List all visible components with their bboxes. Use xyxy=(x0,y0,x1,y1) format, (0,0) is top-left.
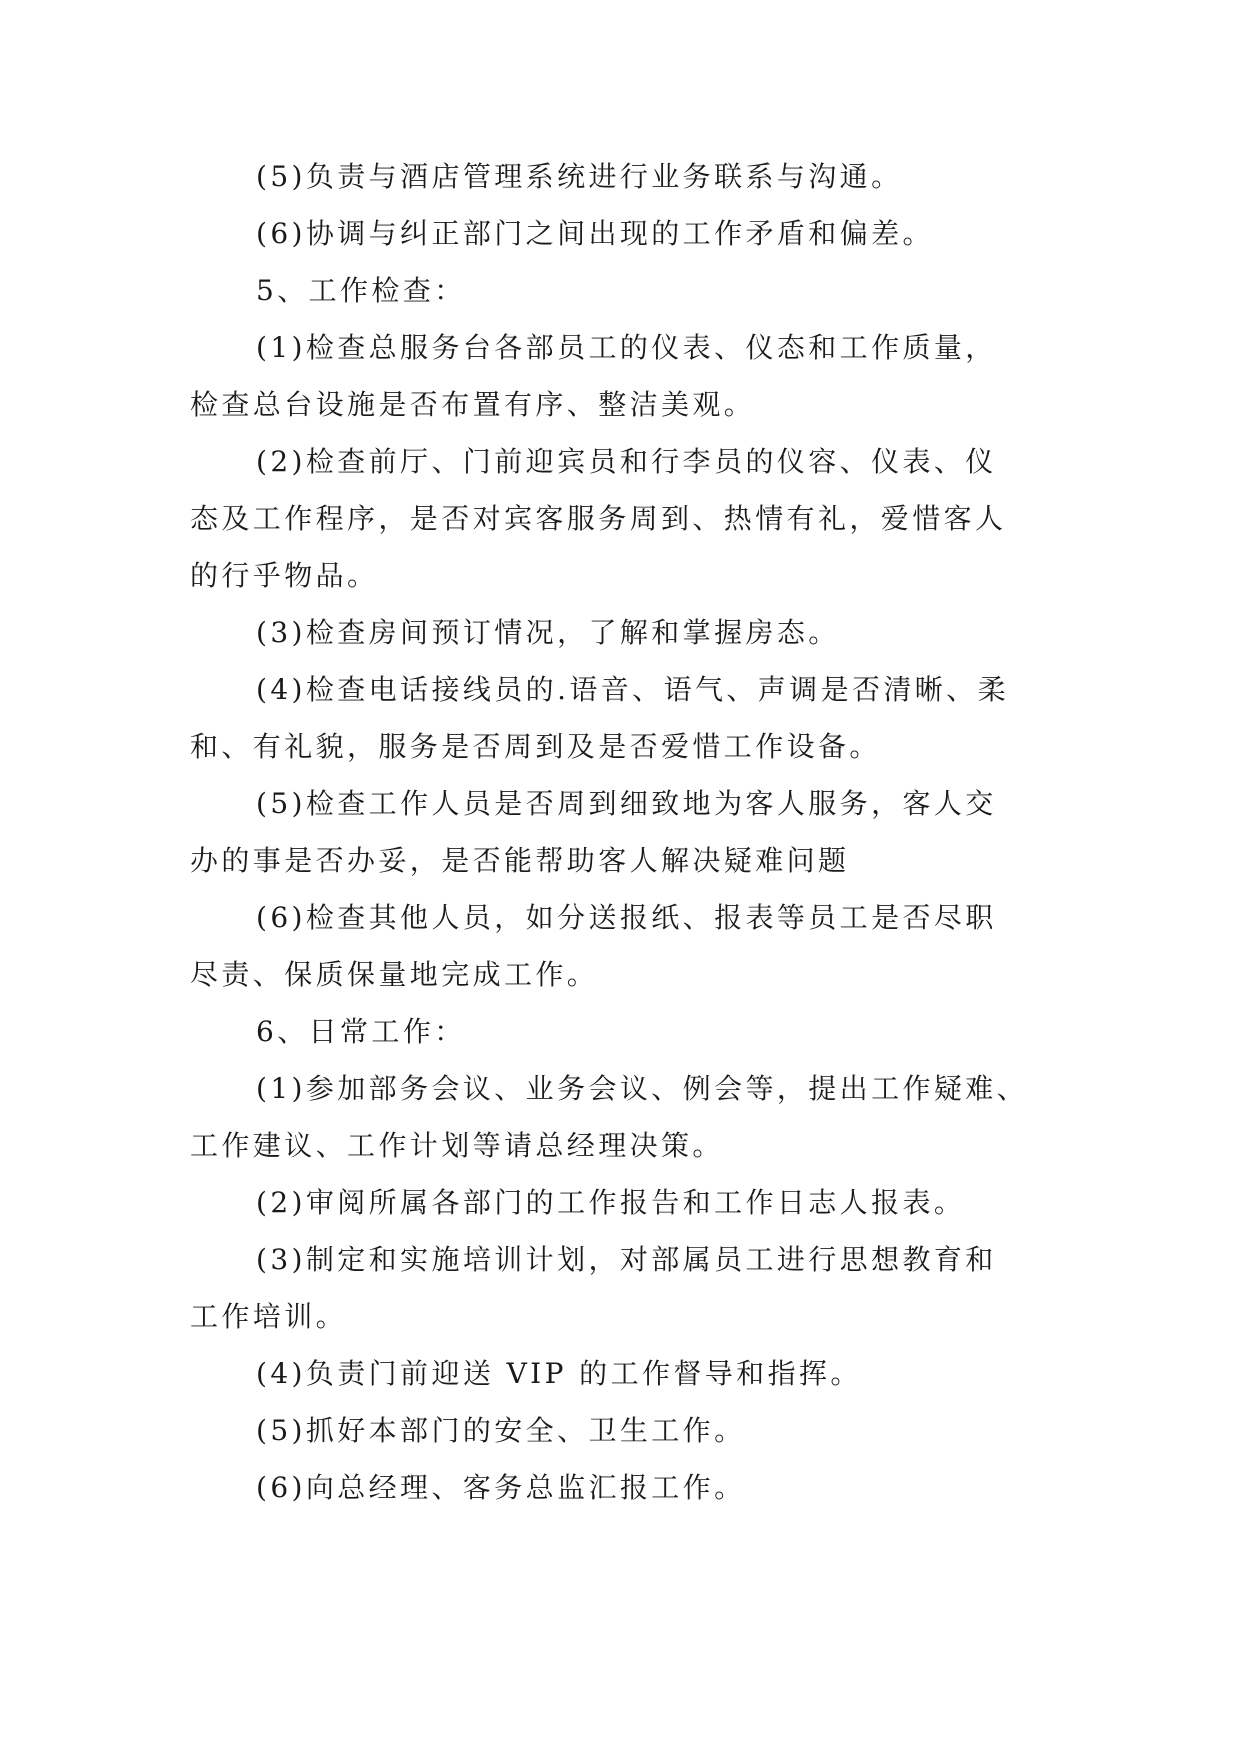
paragraph-line: 工作培训。 xyxy=(190,1300,348,1333)
paragraph-line: 检查总台设施是否布置有序、整洁美观。 xyxy=(190,388,756,421)
paragraph-line: (4)检查电话接线员的.语音、语气、声调是否清晰、柔 xyxy=(256,673,1009,706)
paragraph-line: (5)抓好本部门的安全、卫生工作。 xyxy=(256,1414,746,1447)
paragraph-line: (6)检查其他人员，如分送报纸、报表等员工是否尽职 xyxy=(256,901,997,934)
paragraph-line: (1)检查总服务台各部员工的仪表、仪态和工作质量， xyxy=(256,331,997,364)
paragraph-line: (2)审阅所属各部门的工作报告和工作日志人报表。 xyxy=(256,1186,966,1219)
paragraph-line: 工作建议、工作计划等请总经理决策。 xyxy=(190,1129,724,1162)
paragraph-line: (3)制定和实施培训计划，对部属员工进行思想教育和 xyxy=(256,1243,997,1276)
paragraph-line: 的行乎物品。 xyxy=(190,559,379,592)
paragraph-line: (5)负责与酒店管理系统进行业务联系与沟通。 xyxy=(256,160,903,193)
paragraph-line: (5)检查工作人员是否周到细致地为客人服务，客人交 xyxy=(256,787,997,820)
paragraph-line: 和、有礼貌，服务是否周到及是否爱惜工作设备。 xyxy=(190,730,881,763)
paragraph-line: 尽责、保质保量地完成工作。 xyxy=(190,958,599,991)
paragraph-line: (3)检查房间预订情况，了解和掌握房态。 xyxy=(256,616,840,649)
section-heading: 5、工作检查： xyxy=(256,274,466,307)
paragraph-line: (2)检查前厅、门前迎宾员和行李员的仪容、仪表、仪 xyxy=(256,445,997,478)
paragraph-line: 态及工作程序，是否对宾客服务周到、热情有礼，爱惜客人 xyxy=(190,502,1007,535)
section-heading: 6、日常工作： xyxy=(256,1015,466,1048)
paragraph-line: 办的事是否办妥，是否能帮助客人解决疑难问题 xyxy=(190,844,850,877)
paragraph-line: (6)协调与纠正部门之间出现的工作矛盾和偏差。 xyxy=(256,217,934,250)
paragraph-line: (6)向总经理、客务总监汇报工作。 xyxy=(256,1471,746,1504)
paragraph-line: (4)负责门前迎送 VIP 的工作督导和指挥。 xyxy=(256,1357,862,1390)
paragraph-line: (1)参加部务会议、业务会议、例会等，提出工作疑难、 xyxy=(256,1072,1029,1105)
